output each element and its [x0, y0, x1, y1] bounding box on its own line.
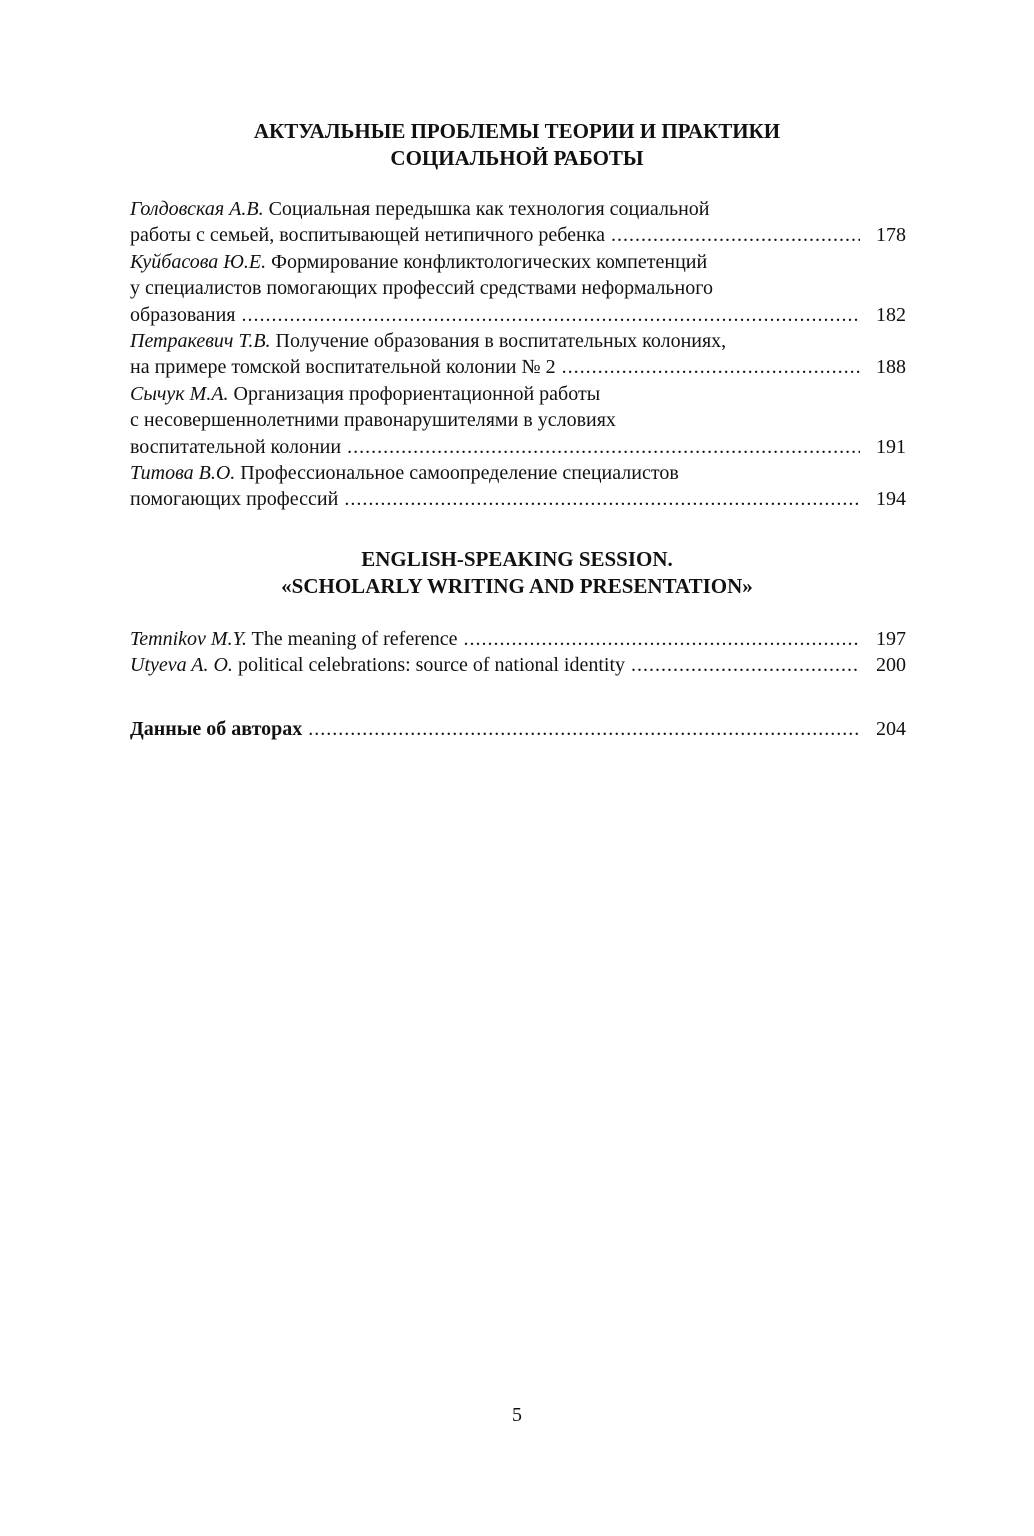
toc-entry[interactable]	[130, 652, 906, 678]
toc-entry-title: Получение образования в воспитательных колониях,	[275, 330, 727, 353]
dot-leader	[562, 354, 860, 380]
toc-entry[interactable]	[130, 381, 906, 460]
toc-entry-title: помогающих профессий	[130, 488, 339, 511]
toc-entry-title: Данные об авторах	[130, 718, 303, 740]
toc-entry-page-number: 178	[876, 224, 906, 247]
toc-entry[interactable]	[130, 196, 906, 249]
toc-entry-page-number: 200	[876, 654, 906, 677]
toc-entry-page-number: 188	[876, 356, 906, 379]
toc-entry[interactable]	[130, 328, 906, 381]
toc-entry-author: Utyeva A. O.	[130, 654, 233, 677]
toc-entry-line	[130, 434, 906, 460]
section-heading	[0, 118, 1034, 172]
toc-entry-line	[130, 196, 906, 222]
toc-entry-line	[130, 652, 906, 678]
table-of-contents-list	[130, 196, 906, 513]
toc-entry-author: Петракевич Т.В.	[130, 330, 271, 353]
dot-leader	[308, 716, 860, 742]
toc-entry-line	[130, 222, 906, 248]
section-heading-line: ENGLISH-SPEAKING SESSION.	[361, 547, 673, 571]
toc-entry-author: Голдовская А.В.	[130, 198, 264, 220]
toc-entry-page-number: 182	[876, 303, 906, 326]
toc-entry-line	[130, 302, 906, 328]
toc-entry-line	[130, 328, 906, 354]
section-heading	[0, 546, 1034, 600]
toc-entry-author: Temnikov M.Y.	[130, 628, 247, 650]
toc-entry-author: Сычук М.А.	[130, 382, 229, 405]
dot-leader	[611, 222, 860, 248]
dot-leader	[347, 434, 860, 460]
toc-entry-title: работы с семьей, воспитывающей нетипичного ребенка	[130, 224, 605, 247]
toc-entry-author: Куйбасова Ю.Е.	[130, 250, 267, 273]
toc-entry-line	[130, 354, 906, 380]
toc-entry-title: Профессиональное самоопределение специалистов	[240, 462, 679, 485]
dot-leader	[344, 486, 860, 512]
toc-entry[interactable]	[130, 460, 906, 513]
authors-data-entry-wrapper	[130, 716, 906, 742]
toc-entry-line: у специалистов помогающих профессий средствами неформального	[130, 277, 713, 300]
toc-entry-title: на примере томской воспитательной колонии № 2	[130, 356, 556, 379]
toc-entry-line	[130, 626, 906, 652]
section-heading-line: «SCHOLARLY WRITING AND PRESENTATION»	[281, 574, 753, 598]
dot-leader	[464, 626, 860, 652]
dot-leader	[631, 652, 860, 678]
toc-entry[interactable]	[130, 626, 906, 652]
page-number: 5	[512, 1404, 522, 1426]
table-of-contents-list	[130, 626, 906, 679]
toc-entry-page-number: 204	[876, 718, 906, 740]
dot-leader	[242, 302, 861, 328]
toc-entry-author: Титова В.О.	[130, 462, 236, 485]
toc-entry-line	[130, 460, 906, 486]
toc-entry-page-number: 197	[876, 628, 906, 650]
toc-entry-title: Формирование конфликтологических компетенций	[271, 250, 708, 273]
toc-entry-title: Социальная передышка как технология социальной	[268, 198, 710, 220]
toc-entry-line: с несовершеннолетними правонарушителями в условиях	[130, 409, 616, 432]
toc-entry-line	[130, 381, 906, 407]
toc-entry-title: political celebrations: source of national identity	[237, 654, 626, 677]
toc-entry-line	[130, 486, 906, 512]
toc-entry-line	[130, 716, 906, 742]
toc-entry-title: The meaning of reference	[251, 628, 458, 650]
toc-entry-title: образования	[130, 303, 236, 326]
toc-entry-page-number: 191	[876, 435, 906, 458]
toc-entry-line	[130, 249, 906, 275]
section-heading-line: АКТУАЛЬНЫЕ ПРОБЛЕМЫ ТЕОРИИ И ПРАКТИКИ	[253, 119, 781, 143]
toc-entry-page-number: 194	[876, 488, 906, 511]
toc-entry-authors-data[interactable]	[130, 716, 906, 742]
toc-entry-title: воспитательной колонии	[130, 435, 342, 458]
section-heading-line: СОЦИАЛЬНОЙ РАБОТЫ	[390, 146, 644, 170]
toc-entry-title: Организация профориентационной работы	[233, 382, 601, 405]
toc-entry[interactable]	[130, 249, 906, 328]
